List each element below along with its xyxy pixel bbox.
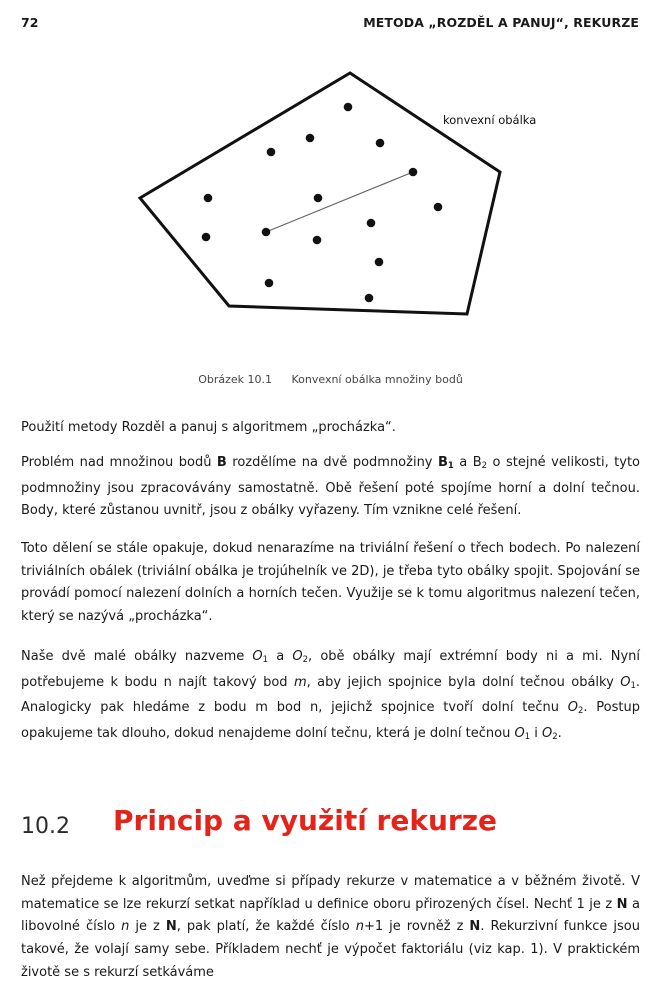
text: a libovolné číslo xyxy=(21,896,640,935)
variable: m xyxy=(293,674,307,690)
point xyxy=(314,194,323,203)
text: a xyxy=(268,649,293,664)
point xyxy=(313,236,322,245)
caption-text: Konvexní obálka množiny bodů xyxy=(291,373,463,386)
point xyxy=(376,139,385,148)
paragraph-1: Použití metody Rozděl a panuj s algoritmem „procházka“. xyxy=(21,420,396,435)
paragraph-4 xyxy=(21,646,640,749)
text: Naše dvě malé obálky nazveme xyxy=(21,649,253,664)
section-number: 10.2 xyxy=(21,814,70,839)
hull-symbol: O xyxy=(514,726,525,742)
text: je z xyxy=(129,919,166,935)
point xyxy=(202,233,211,242)
subscript: 1 xyxy=(524,732,531,743)
text: a B xyxy=(453,455,482,470)
figure-caption xyxy=(0,373,661,386)
subscript: 1 xyxy=(447,461,454,471)
hull-symbol: O xyxy=(620,674,631,690)
hull-symbol: O xyxy=(542,726,553,742)
text: +1 je rovněž z xyxy=(363,919,470,935)
point xyxy=(367,219,376,228)
point xyxy=(306,134,315,143)
convex-hull-polygon xyxy=(140,73,500,314)
subscript: 1 xyxy=(262,655,269,665)
text: . Analogicky pak hledáme z bodu m bod n, jejichž spojnice tvoří dolní tečnu xyxy=(21,674,640,716)
section-title: Princip a využití rekurze xyxy=(113,804,498,837)
paragraph-5 xyxy=(21,871,640,985)
set-symbol: B xyxy=(216,455,227,470)
page-number: 72 xyxy=(21,15,39,30)
hull-symbol: O xyxy=(292,649,303,664)
subscript: 2 xyxy=(577,706,584,717)
hull-label: konvexní obálka xyxy=(443,113,537,127)
point xyxy=(375,258,384,267)
paragraph-2 xyxy=(21,452,640,523)
subscript: 1 xyxy=(630,680,636,691)
point xyxy=(267,148,276,157)
text: . Postup opakujeme tak dlouho, dokud nenajdeme dolní tečnu, která je dolní tečnou xyxy=(21,700,640,742)
text: , pak platí, že každé číslo xyxy=(176,919,356,935)
text: Problém nad množinou bodů xyxy=(21,455,217,470)
text: . xyxy=(557,726,562,742)
subscript: 2 xyxy=(302,655,309,665)
chapter-title: METODA „ROZDĚL A PANUJ“, REKURZE xyxy=(363,15,639,30)
point xyxy=(204,194,213,203)
variable: n xyxy=(121,919,130,935)
hull-symbol: O xyxy=(567,700,578,716)
hull-symbol: O xyxy=(252,649,263,664)
text: . Rekurzivní funkce jsou takové, že volají samy sebe. Příkladem nechť je výpočet faktoriálu (viz kap. 1). V praktickém životě se s rekurzí setkáváme xyxy=(21,919,640,980)
caption-number: Obrázek 10.1 xyxy=(198,373,272,386)
point xyxy=(434,203,443,212)
subscript: 2 xyxy=(552,732,558,743)
convex-hull-figure xyxy=(0,60,661,340)
set-symbol: B xyxy=(437,455,448,470)
point-connection-line xyxy=(266,172,413,232)
text: i xyxy=(530,726,542,742)
set-symbol: N xyxy=(616,896,628,912)
paragraph-3: Toto dělení se stále opakuje, dokud nenarazíme na triviální řešení o třech bodech. Po nalezení triviálních obálek (triviální obálka je trojúhelník ve 2D), je třeba tyto obálky spojit. Spojování se provádí pomocí nalezení dolních a horních tečen. Využije se k tomu algoritmus nalezení tečen, který se nazývá „procházka“. xyxy=(21,541,640,625)
variable: n xyxy=(355,919,364,935)
point xyxy=(409,168,418,177)
running-header xyxy=(21,15,639,35)
text: o stejné velikosti, tyto podmnožiny jsou zpracovávány samostatně. Obě řešení poté spojíme horní a dolní tečnou. Body, které zůstanou uvnitř, jsou z obálky vyřazeny. Tím vznikne celé řešení. xyxy=(21,455,641,519)
set-symbol: N xyxy=(469,919,481,935)
text: , aby jejich spojnice byla dolní tečnou obálky xyxy=(306,674,621,690)
text: , obě obálky mají extrémní body ni a mi. Nyní potřebujeme k bodu n najít takový bod xyxy=(21,649,641,690)
subscript: 2 xyxy=(481,461,488,471)
point xyxy=(365,294,374,303)
point xyxy=(344,103,353,112)
point xyxy=(262,228,271,237)
text: Než přejdeme k algoritmům, uveďme si případy rekurze v matematice a v běžném životě. V matematice se lze rekurzí setkat například u definice oboru přirozených čísel. Nechť 1 je z xyxy=(21,874,640,912)
point-set xyxy=(202,103,443,303)
set-symbol: N xyxy=(165,919,177,935)
text: rozdělíme na dvě podmnožiny xyxy=(226,455,438,470)
point xyxy=(265,279,274,288)
